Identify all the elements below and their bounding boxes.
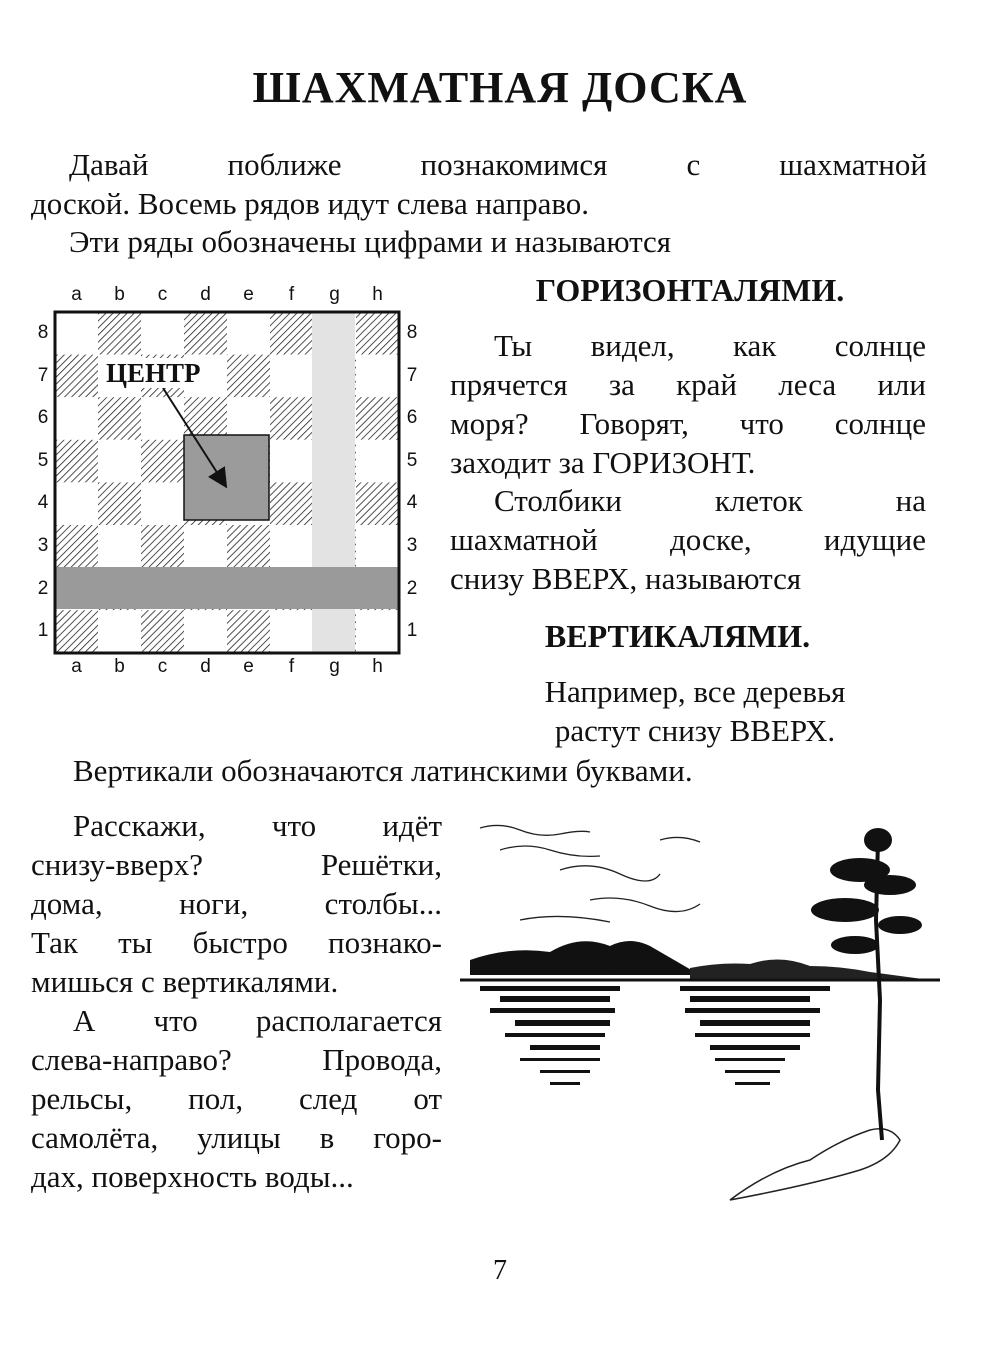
rank-label: 8 <box>406 322 418 343</box>
square-a7 <box>55 355 98 398</box>
story-line: дома, ноги, столбы... <box>31 886 442 921</box>
rank-label: 6 <box>37 407 49 429</box>
square-a3 <box>55 525 98 568</box>
file-label: h <box>372 656 383 677</box>
square-c5 <box>141 440 184 483</box>
square-h6 <box>356 397 399 440</box>
square-f5 <box>270 440 313 483</box>
square-f7 <box>270 355 313 398</box>
square-b6 <box>98 397 141 440</box>
square-c6 <box>141 397 184 440</box>
file-label: g <box>329 656 340 677</box>
rank-label: 7 <box>37 364 49 386</box>
file-label: e <box>243 656 254 677</box>
square-c3 <box>141 525 184 568</box>
chessboard-diagram <box>0 270 440 690</box>
square-f6 <box>270 397 313 440</box>
file-label: b <box>114 656 125 677</box>
rank-label: 8 <box>37 322 49 343</box>
far-shore-left <box>470 941 700 975</box>
square-b8 <box>98 312 141 355</box>
rank-label: 1 <box>406 620 418 642</box>
square-b5 <box>98 440 141 483</box>
sun-line-1: Ты видел, как солнце <box>494 328 926 363</box>
verticals-heading: ВЕРТИКАЛЯМИ. <box>544 618 811 654</box>
sun-line-2: прячется за край леса или <box>450 367 926 402</box>
center-area <box>184 435 269 520</box>
story-line: самолёта, улицы в горо- <box>31 1120 442 1155</box>
square-d1 <box>184 610 227 653</box>
story-line: слева-направо? Провода, <box>31 1042 442 1077</box>
rank-labels-left <box>33 312 53 653</box>
rank-label: 7 <box>406 364 418 386</box>
horizontals-heading: ГОРИЗОНТАЛЯМИ. <box>535 272 845 308</box>
trees-line-2: растут снизу ВВЕРХ. <box>554 713 836 748</box>
latin-letters-line: Вертикали обозначаются латинскими буквами. <box>73 753 693 788</box>
sun-line-4: заходит за ГОРИЗОНТ. <box>450 445 756 480</box>
page-number: 7 <box>493 1255 507 1286</box>
square-h4 <box>356 482 399 525</box>
square-f8 <box>270 312 313 355</box>
square-a4 <box>55 482 98 525</box>
water-reflections <box>480 986 830 1085</box>
intro-line-3: Эти ряды обозначены цифрами и называются <box>69 224 672 259</box>
file-label: b <box>114 284 125 305</box>
square-f4 <box>270 482 313 525</box>
square-b4 <box>98 482 141 525</box>
rank-label: 2 <box>406 577 418 599</box>
square-e8 <box>227 312 270 355</box>
rank-label: 1 <box>37 620 49 642</box>
square-a5 <box>55 440 98 483</box>
square-c8 <box>141 312 184 355</box>
square-f1 <box>270 610 313 653</box>
highlighted-rank-2 <box>55 567 398 609</box>
story-line: снизу-вверх? Решётки, <box>31 847 442 882</box>
file-label: d <box>200 656 211 677</box>
square-e3 <box>227 525 270 568</box>
file-label: f <box>288 284 295 305</box>
center-label: ЦЕНТР <box>106 358 201 388</box>
square-e7 <box>227 355 270 398</box>
sunset-illustration-svg <box>460 800 940 1220</box>
far-shore-right <box>690 959 930 980</box>
columns-line-3: снизу ВВЕРХ, называются <box>450 561 802 596</box>
square-e1 <box>227 610 270 653</box>
tree-foliage <box>811 828 922 954</box>
rocky-shore <box>730 1129 900 1200</box>
square-h5 <box>356 440 399 483</box>
intro-line-1: Давай поближе познакомимся с шахматной <box>69 147 927 182</box>
story-line: дах, поверхность воды... <box>31 1159 354 1194</box>
story-line: рельсы, пол, след от <box>31 1081 442 1116</box>
rank-label: 3 <box>406 534 418 556</box>
square-h3 <box>356 525 399 568</box>
intro-line-2: доской. Восемь рядов идут слева направо. <box>31 186 589 221</box>
sky-sketch <box>480 825 700 922</box>
rank-label: 4 <box>406 492 418 514</box>
square-f3 <box>270 525 313 568</box>
square-d6 <box>184 397 227 440</box>
square-c4 <box>141 482 184 525</box>
story-line: мишься с вертикалями. <box>31 964 339 999</box>
rank-label: 3 <box>37 534 49 556</box>
columns-line-2: шахматной доске, идущие <box>450 522 926 557</box>
rank-label: 4 <box>37 492 49 514</box>
square-c1 <box>141 610 184 653</box>
columns-line-1: Столбики клеток на <box>494 483 926 518</box>
file-label: a <box>71 284 82 305</box>
square-a6 <box>55 397 98 440</box>
story-line: Так ты быстро познако- <box>31 925 442 960</box>
file-label: c <box>157 284 168 305</box>
file-label: c <box>157 656 168 677</box>
rank-label: 6 <box>406 407 418 429</box>
square-h1 <box>356 610 399 653</box>
story-line: Расскажи, что идёт <box>73 808 442 843</box>
rank-label: 5 <box>37 449 49 471</box>
story-paragraph <box>31 806 442 1196</box>
file-label: h <box>372 284 383 305</box>
square-h7 <box>356 355 399 398</box>
chessboard-svg <box>0 270 440 690</box>
square-d8 <box>184 312 227 355</box>
file-label: g <box>329 284 340 305</box>
square-h8 <box>356 312 399 355</box>
square-b1 <box>98 610 141 653</box>
rank-label: 2 <box>37 577 49 599</box>
story-line: А что располагается <box>73 1003 442 1038</box>
square-a1 <box>55 610 98 653</box>
file-labels-bottom <box>55 656 399 678</box>
rank-label: 5 <box>406 449 418 471</box>
trees-line-1: Например, все деревья <box>544 674 846 709</box>
file-label: d <box>200 284 211 305</box>
square-a8 <box>55 312 98 355</box>
square-d3 <box>184 525 227 568</box>
square-e6 <box>227 397 270 440</box>
file-labels-top <box>55 284 399 306</box>
sun-line-3: моря? Говорят, что солнце <box>450 406 926 441</box>
page-title: ШАХМАТНАЯ ДОСКА <box>252 63 748 112</box>
rank-labels-right <box>402 312 422 653</box>
square-b3 <box>98 525 141 568</box>
file-label: e <box>243 284 254 305</box>
sunset-lake-tree-illustration <box>460 800 940 1220</box>
file-label: f <box>288 656 295 677</box>
file-label: a <box>71 656 82 677</box>
